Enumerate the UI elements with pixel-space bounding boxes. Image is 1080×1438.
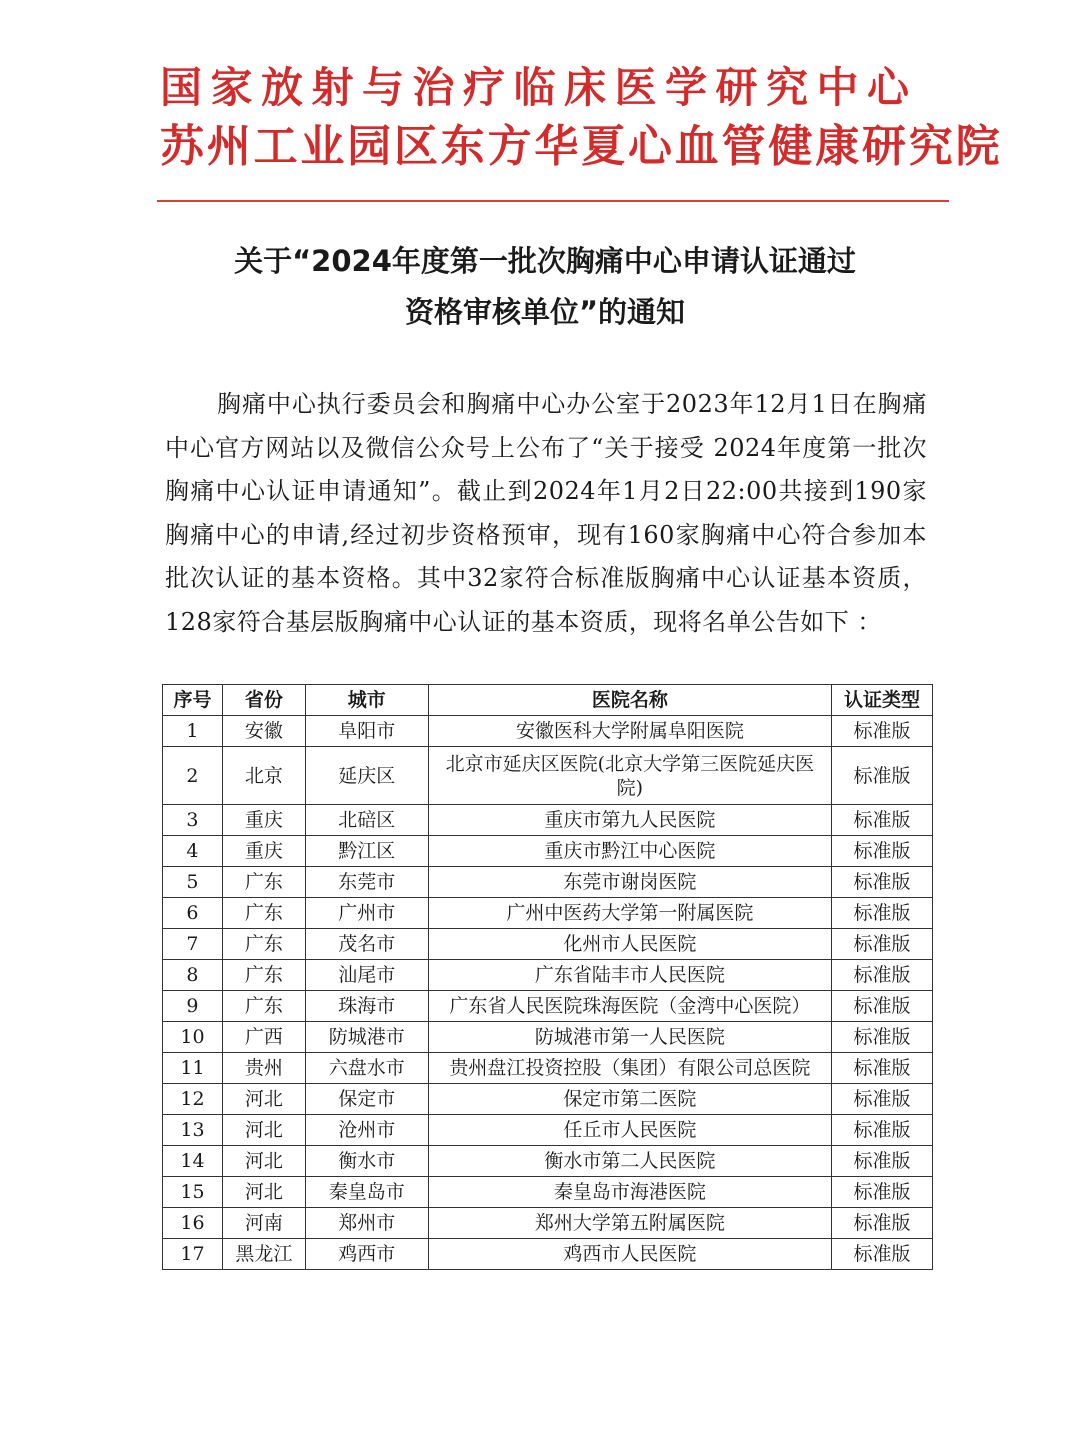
cell-index: 13 [163, 1115, 223, 1146]
cell-cert-type: 标准版 [832, 836, 933, 867]
col-header-index: 序号 [163, 685, 223, 716]
cell-province: 贵州 [222, 1053, 305, 1084]
cell-city: 阜阳市 [305, 716, 428, 747]
cell-province: 重庆 [222, 805, 305, 836]
cell-hospital: 广东省陆丰市人民医院 [428, 960, 831, 991]
cell-province: 黑龙江 [222, 1239, 305, 1270]
cell-index: 15 [163, 1177, 223, 1208]
cell-index: 2 [163, 747, 223, 805]
table-row [163, 1115, 933, 1146]
cell-cert-type: 标准版 [832, 991, 933, 1022]
table-header-row [163, 685, 933, 716]
cell-city: 衡水市 [305, 1146, 428, 1177]
cell-cert-type: 标准版 [832, 1022, 933, 1053]
cell-province: 河北 [222, 1115, 305, 1146]
table-row [163, 1177, 933, 1208]
letterhead-org-line2: 苏州工业园区东方华夏心血管健康研究院 [160, 121, 1003, 172]
cell-hospital: 衡水市第二人民医院 [428, 1146, 831, 1177]
table-row [163, 1146, 933, 1177]
letterhead-org-line1: 国家放射与治疗临床医学研究中心 [160, 63, 918, 112]
cell-province: 广东 [222, 960, 305, 991]
cell-city: 广州市 [305, 898, 428, 929]
table-row [163, 836, 933, 867]
cell-hospital: 广州中医药大学第一附属医院 [428, 898, 831, 929]
col-header-city: 城市 [305, 685, 428, 716]
cell-hospital: 任丘市人民医院 [428, 1115, 831, 1146]
table-row [163, 1053, 933, 1084]
cell-cert-type: 标准版 [832, 929, 933, 960]
cell-index: 8 [163, 960, 223, 991]
col-header-province: 省份 [222, 685, 305, 716]
cell-city: 汕尾市 [305, 960, 428, 991]
hospital-table [162, 684, 933, 1270]
cell-cert-type: 标准版 [832, 1177, 933, 1208]
cell-cert-type: 标准版 [832, 898, 933, 929]
cell-hospital: 重庆市黔江中心医院 [428, 836, 831, 867]
cell-cert-type: 标准版 [832, 716, 933, 747]
cell-index: 5 [163, 867, 223, 898]
cell-hospital: 广东省人民医院珠海医院（金湾中心医院） [428, 991, 831, 1022]
cell-city: 秦皇岛市 [305, 1177, 428, 1208]
cell-city: 珠海市 [305, 991, 428, 1022]
cell-index: 1 [163, 716, 223, 747]
cell-province: 广西 [222, 1022, 305, 1053]
cell-city: 保定市 [305, 1084, 428, 1115]
cell-cert-type: 标准版 [832, 960, 933, 991]
table-row [163, 1084, 933, 1115]
cell-index: 16 [163, 1208, 223, 1239]
cell-hospital: 贵州盘江投资控股（集团）有限公司总医院 [428, 1053, 831, 1084]
cell-city: 六盘水市 [305, 1053, 428, 1084]
cell-province: 河南 [222, 1208, 305, 1239]
cell-city: 鸡西市 [305, 1239, 428, 1270]
cell-index: 12 [163, 1084, 223, 1115]
cell-province: 河北 [222, 1084, 305, 1115]
table-row [163, 805, 933, 836]
table-row [163, 991, 933, 1022]
table-row [163, 747, 933, 805]
cell-index: 3 [163, 805, 223, 836]
cell-cert-type: 标准版 [832, 1115, 933, 1146]
table-row [163, 1239, 933, 1270]
cell-hospital: 郑州大学第五附属医院 [428, 1208, 831, 1239]
cell-index: 7 [163, 929, 223, 960]
cell-hospital: 东莞市谢岗医院 [428, 867, 831, 898]
table-row [163, 929, 933, 960]
cell-cert-type: 标准版 [832, 747, 933, 805]
cell-city: 东莞市 [305, 867, 428, 898]
cell-province: 广东 [222, 867, 305, 898]
table-row [163, 960, 933, 991]
cell-city: 茂名市 [305, 929, 428, 960]
notice-title [0, 236, 1080, 338]
table-row [163, 898, 933, 929]
cell-cert-type: 标准版 [832, 1146, 933, 1177]
cell-hospital: 鸡西市人民医院 [428, 1239, 831, 1270]
cell-city: 防城港市 [305, 1022, 428, 1053]
cell-province: 重庆 [222, 836, 305, 867]
cell-province: 北京 [222, 747, 305, 805]
cell-index: 17 [163, 1239, 223, 1270]
table-row [163, 1022, 933, 1053]
cell-index: 14 [163, 1146, 223, 1177]
cell-cert-type: 标准版 [832, 805, 933, 836]
cell-cert-type: 标准版 [832, 1208, 933, 1239]
cell-hospital: 化州市人民医院 [428, 929, 831, 960]
table-row [163, 716, 933, 747]
cell-province: 广东 [222, 991, 305, 1022]
cell-index: 10 [163, 1022, 223, 1053]
cell-hospital: 防城港市第一人民医院 [428, 1022, 831, 1053]
cell-province: 广东 [222, 898, 305, 929]
cell-province: 河北 [222, 1177, 305, 1208]
notice-title-line2: 资格审核单位”的通知 [404, 295, 686, 329]
cell-city: 郑州市 [305, 1208, 428, 1239]
cell-index: 9 [163, 991, 223, 1022]
col-header-cert-type: 认证类型 [832, 685, 933, 716]
cell-cert-type: 标准版 [832, 1053, 933, 1084]
cell-city: 沧州市 [305, 1115, 428, 1146]
col-header-hospital: 医院名称 [428, 685, 831, 716]
cell-index: 11 [163, 1053, 223, 1084]
cell-index: 4 [163, 836, 223, 867]
cell-cert-type: 标准版 [832, 1084, 933, 1115]
cell-city: 黔江区 [305, 836, 428, 867]
cell-hospital: 安徽医科大学附属阜阳医院 [428, 716, 831, 747]
cell-cert-type: 标准版 [832, 867, 933, 898]
cell-city: 延庆区 [305, 747, 428, 805]
table-row [163, 1208, 933, 1239]
cell-cert-type: 标准版 [832, 1239, 933, 1270]
cell-hospital: 北京市延庆区医院(北京大学第三医院延庆医院) [428, 747, 831, 805]
notice-title-line1: 关于“2024年度第一批次胸痛中心申请认证通过 [234, 244, 856, 278]
cell-city: 北碚区 [305, 805, 428, 836]
notice-body: 胸痛中心执行委员会和胸痛中心办公室于2023年12月1日在胸痛中心官方网站以及微信公众号上公布了“关于接受 2024年度第一批次胸痛中心认证申请通知”。截止到2024年1月2日22:00共接到190家胸痛中心的申请,经过初步资格预审，现有160家胸痛中心符合参加本批次认证的基本资格。其中32家符合标准版胸痛中心认证基本资质，128家符合基层版胸痛中心认证的基本资质，现将名单公告如下 ： [165, 390, 927, 636]
cell-index: 6 [163, 898, 223, 929]
letterhead-divider [157, 200, 949, 202]
cell-province: 河北 [222, 1146, 305, 1177]
cell-hospital: 秦皇岛市海港医院 [428, 1177, 831, 1208]
cell-province: 广东 [222, 929, 305, 960]
cell-hospital: 重庆市第九人民医院 [428, 805, 831, 836]
cell-hospital: 保定市第二医院 [428, 1084, 831, 1115]
table-row [163, 867, 933, 898]
cell-province: 安徽 [222, 716, 305, 747]
